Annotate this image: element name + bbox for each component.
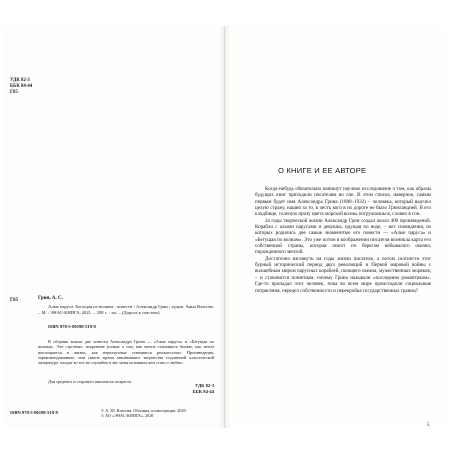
author-name: Грин, А. С. [38, 296, 63, 301]
udk-block [10, 78, 32, 96]
body-text [255, 186, 431, 294]
paragraph-2: За годы творческой жизни Александр Грин создал около 400 произведений. Корабли с алыми парусами и девушка, идущая по воде, – вот сновидения, из которых родились две самые знаменитые его повести — «Алые паруса» и «Бегущая по волнам». Это уже потом в воображении писателя возникла карта его собственной страны, которая лежит по берегам небывалого океана, порожденного мечтой. [255, 217, 431, 256]
page-number: 5 [427, 423, 430, 428]
section-heading: О КНИГЕ И ЕЕ АВТОРЕ [278, 166, 367, 175]
isbn-main: ISBN 978-5-00198-519-8 [48, 324, 96, 329]
udk-right-block [180, 383, 214, 395]
audience-note: Для среднего и старшего школьного возраста. [48, 379, 133, 384]
copyright-publisher: © АО «ЭНАС-КНИГА», 2020 [101, 413, 154, 419]
annotation: В сборник вошли две повести Александра Грина — «Алые паруса» и «Бегущая по волнам». Это стрстные, искренние (повые о том, как мечты становятся былью, как мечта воплощается в жизнь, как неразлучные становятся реальностью. Произведения, зарекомендованные, они сквозь время завоёвывают творчества подлинной классической литературе, входят во все не случайно в энс меня истинных кем стать о любви… [38, 339, 214, 366]
udk-code-right: УДК 82-3 [195, 383, 214, 388]
bbk-code-right: ББК 84-44 [192, 388, 214, 394]
bbk-code: ББК 84-44 [10, 84, 33, 89]
copyright-block [101, 408, 186, 419]
author-mark: Г85 [10, 90, 18, 95]
udk-code: УДК 82-3 [10, 78, 30, 83]
author-mark-side: Г85 [10, 298, 19, 303]
left-page [4, 26, 225, 428]
isbn-bottom: ISBN 978-5-00198-519-8 [10, 410, 58, 415]
bibliographic-record: Алые паруса. Бегущая по волнам : повести / Александр Грин ; худож. Анна Власова. – М. : ЭНАС-КНИГА, 2021. – 288 с. : ил. – (Дорога к счастью). [38, 304, 214, 315]
copyright-illustrations: © А. Ю. Власова. Обложка, иллюстрации, 2020 [101, 408, 186, 413]
paragraph-1: Когда-нибудь обязательно напишут научное исследование о том, как образы будущих книг приходили писателям во сне. В этом списке, наверное, самым первым будет имя Александра Грина (1880–1932) – человека, который выучил целую страну, нацию за то, в честь кого в их дороге не было Гринландией. В его кладбище, соленую прозу цвета морской волны погружаешься, словно в сон. [255, 186, 431, 218]
paragraph-3: Достаточно взглянуть на годы жизни писателя, а потом соотнести этот бурный исторический период двух революций и Первой мировой войны с волшебным миром парусных кораблей, поющего океана, мужественных моряков, – и становится понятным, почему Грина называли «последним романтиком». Где-то пропадал этот человек, пока во всем мире происходили социальные потрясения, передел собственности и перекройка государственных границ? [255, 255, 431, 294]
